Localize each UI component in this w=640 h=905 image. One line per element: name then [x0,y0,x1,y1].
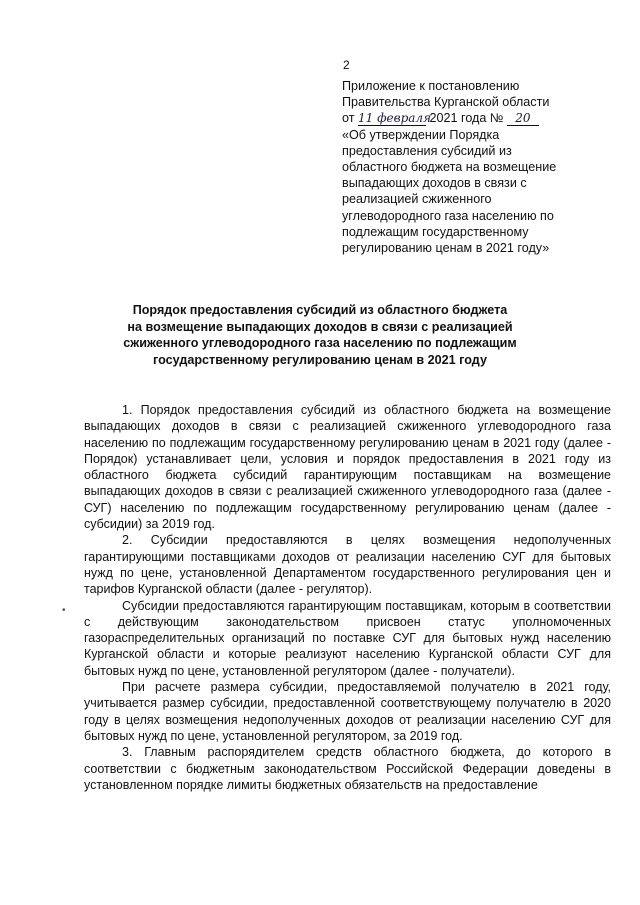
title-line: сжиженного углеводородного газа населению по подлежащим [123,336,517,351]
appendix-line: реализацией сжиженного [342,192,492,207]
paragraph: 3. Главным распорядителем средств областного бюджета, до которого в соответствии с бюджетным законодательством Российской Федерации доведены в установленном порядке лимиты бюджетных обязательств на предоставление [84,745,611,792]
paragraph: Субсидии предоставляются гарантирующим поставщикам, которым в соответствии с действующим законодательством присвоен статус уполномоченных газораспределительных организаций по поставке СУГ для бытовых нужд населению Курганской области и которые реализуют населению Курганской области СУГ для бытовых нужд по цене, установленной регулятором (далее - получатели). [84,598,611,678]
appendix-line: областного бюджета на возмещение [342,160,557,175]
margin-mark: • [62,605,66,616]
appendix-header [342,78,617,256]
title-line: Порядок предоставления субсидий из областного бюджета [132,303,508,317]
appendix-from-prefix: от [342,111,355,126]
appendix-line: регулированию ценам в 2021 году» [342,241,550,256]
title-line: государственному регулированию ценам в 2021 году [153,352,487,367]
handwritten-number: 20 [507,112,539,126]
document-title [80,302,560,368]
document-body [84,402,611,793]
appendix-line: Правительства Курганской области [342,95,550,110]
paragraph: При расчете размера субсидии, предоставляемой получателю в 2021 году, учитывается размер субсидии, предоставленной соответствующему получателю в 2020 году в целях возмещения недополученных доходов от реализации населению СУГ для бытовых нужд по цене, установленной регулятором, за 2019 год. [84,680,611,743]
page-number: 2 [343,58,350,72]
paragraph: 1. Порядок предоставления субсидий из областного бюджета на возмещение выпадающих доходов в связи с реализацией сжиженного углеводородного газа населению по подлежащим государственному регулированию ценам в 2021 году (далее - Порядок) устанавливает цели, условия и порядок предоставления в 2021 году из областного бюджета субсидий гарантирующим поставщикам на возмещение выпадающих доходов в связи с реализацией сжиженного углеводородного газа (далее - СУГ) населению по подлежащим государственному регулированию ценам (далее - субсидии) за 2019 год. [84,403,611,532]
appendix-line: выпадающих доходов в связи с [342,176,527,191]
paragraph: 2. Субсидии предоставляются в целях возмещения недополученных гарантирующими поставщиками доходов от реализации населению СУГ для бытовых нужд по цене, установленной Департаментом государственного регулирования цен и тарифов Курганской области (далее - регулятор). [84,533,611,597]
appendix-year-text: 2021 года № [429,111,504,126]
handwritten-date: 11 февраля [358,111,431,126]
appendix-line: углеводородного газа населению по [342,208,554,223]
appendix-line: предоставления субсидий из [342,143,512,158]
appendix-line: Приложение к постановлению [342,79,520,93]
appendix-line: «Об утверждении Порядка [342,127,500,142]
appendix-date-line [342,110,617,126]
appendix-line: подлежащим государственному [342,224,529,239]
title-line: на возмещение выпадающих доходов в связи с реализацией [127,319,513,334]
